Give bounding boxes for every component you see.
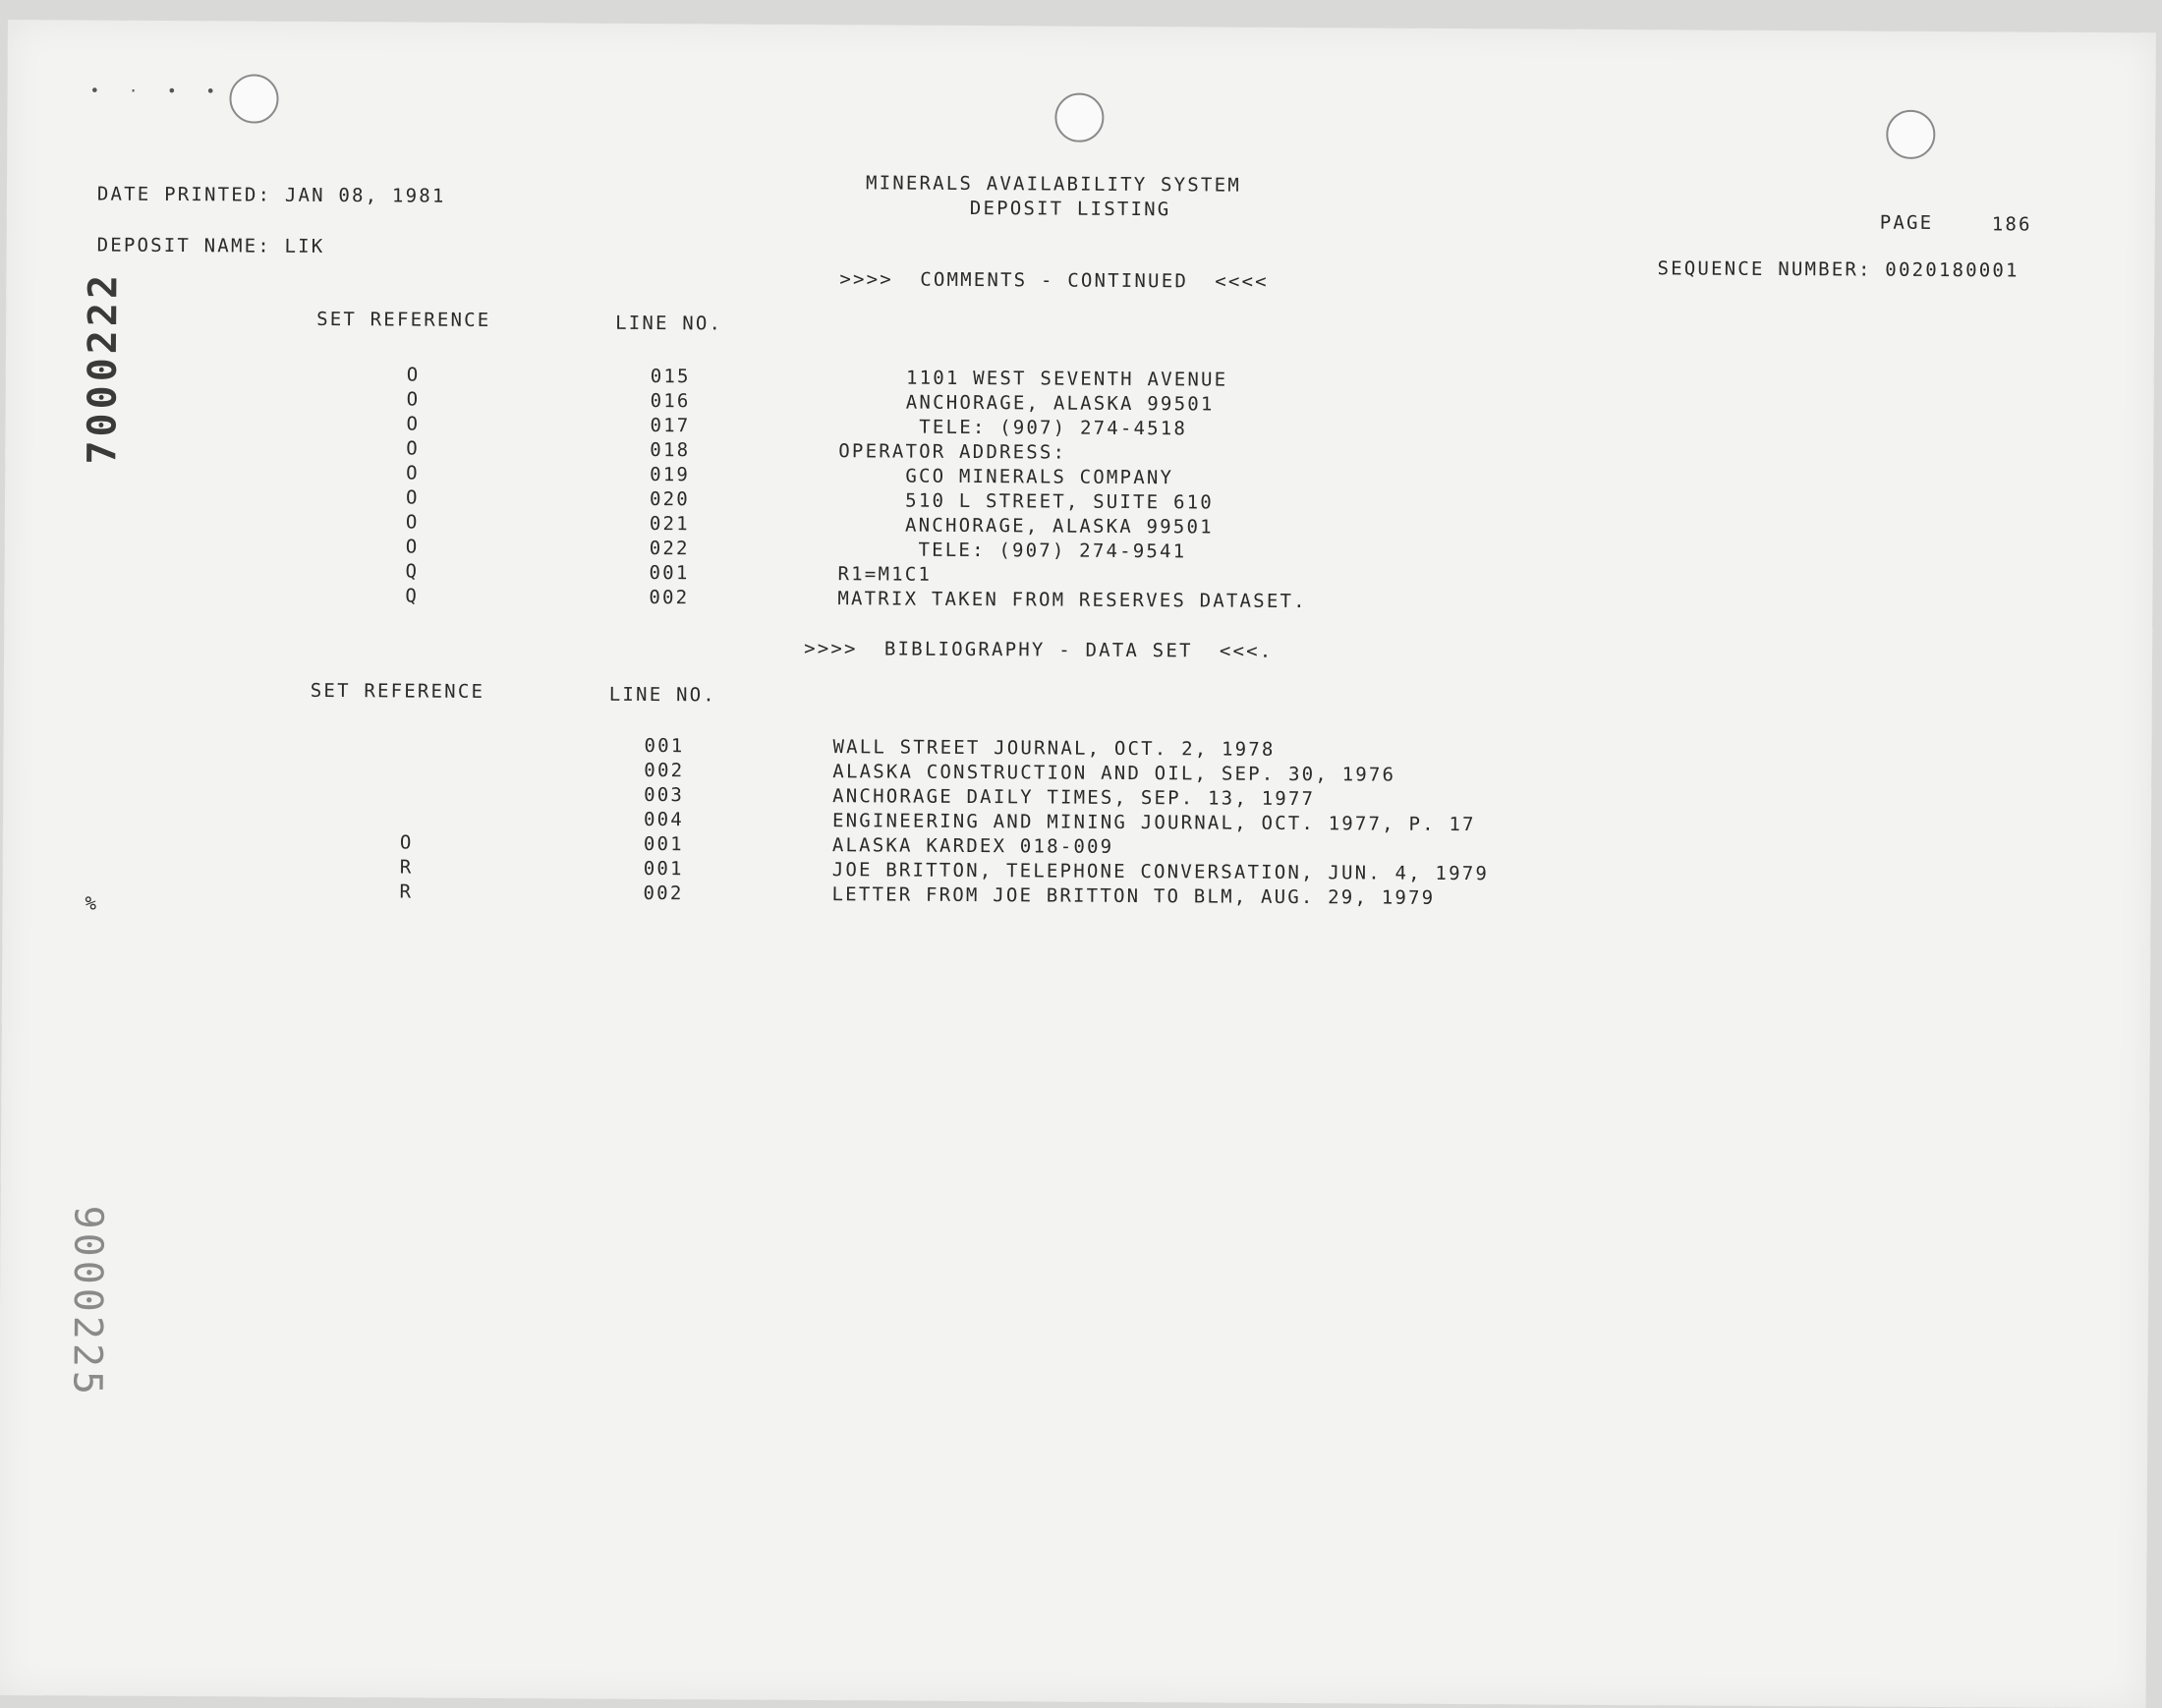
comment-text-cell: WALL STREET JOURNAL, OCT. 2, 1978	[832, 736, 1276, 761]
date-printed: DATE PRINTED: JAN 08, 1981	[96, 183, 446, 207]
line-number-cell: 021	[649, 512, 690, 536]
comments-heading: >>>> COMMENTS - CONTINUED <<<<	[839, 268, 1269, 293]
set-reference-cell: O	[406, 364, 421, 386]
line-number-cell: 019	[650, 463, 691, 486]
set-reference-cell: Q	[405, 560, 420, 583]
set-reference-cell: Q	[405, 585, 420, 607]
punch-hole-left	[229, 74, 278, 123]
bibliography-col-set-reference: SET REFERENCE	[310, 679, 485, 703]
set-reference-cell: O	[406, 462, 420, 484]
line-number-cell: 001	[643, 857, 684, 881]
comment-text-cell: LETTER FROM JOE BRITTON TO BLM, AUG. 29, 1979	[831, 883, 1436, 909]
comment-text-cell: ANCHORAGE, ALASKA 99501	[837, 514, 1214, 539]
line-number-cell: 015	[650, 366, 691, 388]
margin-dots: • · • •	[89, 81, 226, 101]
system-title: MINERALS AVAILABILITY SYSTEM	[865, 172, 1241, 197]
set-reference-cell: O	[405, 511, 420, 534]
comments-col-line-no: LINE NO.	[615, 312, 723, 335]
line-number-cell: 002	[644, 759, 685, 782]
comment-text-cell: JOE BRITTON, TELEPHONE CONVERSATION, JUN. 4, 1979	[831, 859, 1490, 885]
line-number-cell: 001	[644, 734, 685, 758]
page-label: PAGE	[1879, 211, 1934, 234]
comment-text-cell: ANCHORAGE, ALASKA 99501	[838, 391, 1215, 416]
line-number-cell: 002	[649, 586, 690, 609]
line-number-cell: 016	[650, 390, 691, 413]
set-reference-cell: O	[399, 831, 414, 854]
side-stamp-bottom: 9000225	[64, 1205, 111, 1399]
bibliography-col-line-no: LINE NO.	[608, 683, 717, 707]
comment-text-cell: 1101 WEST SEVENTH AVENUE	[838, 367, 1228, 391]
listing-subtitle: DEPOSIT LISTING	[969, 197, 1171, 221]
end-mark: %	[85, 892, 99, 915]
comment-text-cell: ENGINEERING AND MINING JOURNAL, OCT. 1977, P. 17	[831, 810, 1476, 836]
line-number-cell: 001	[643, 832, 684, 856]
line-number-cell: 003	[644, 783, 685, 807]
comment-text-cell: ALASKA KARDEX 018-009	[831, 834, 1114, 858]
set-reference-cell: O	[405, 486, 420, 509]
line-number-cell: 020	[649, 487, 691, 511]
comment-text-cell: OPERATOR ADDRESS:	[838, 440, 1067, 464]
bibliography-heading: >>>> BIBLIOGRAPHY - DATA SET <<<.	[804, 637, 1274, 662]
line-number-cell: 004	[643, 808, 685, 831]
punch-hole-center	[1054, 93, 1104, 142]
line-number-cell: 002	[643, 882, 684, 905]
comment-text-cell: TELE: (907) 274-4518	[838, 416, 1188, 440]
page-number: 186	[1991, 213, 2032, 236]
comment-text-cell: TELE: (907) 274-9541	[837, 539, 1187, 563]
comment-text-cell: ANCHORAGE DAILY TIMES, SEP. 13, 1977	[832, 785, 1316, 811]
set-reference-cell: O	[406, 388, 421, 411]
comment-text-cell: MATRIX TAKEN FROM RESERVES DATASET.	[837, 588, 1307, 613]
printout-sheet	[0, 20, 2156, 1708]
comment-text-cell: GCO MINERALS COMPANY	[838, 465, 1174, 489]
line-number-cell: 001	[649, 561, 690, 585]
line-number-cell: 017	[650, 414, 691, 437]
set-reference-cell: O	[405, 536, 420, 558]
set-reference-cell: O	[406, 437, 421, 460]
side-stamp-top: 7000222	[80, 270, 127, 465]
sequence-number: SEQUENCE NUMBER: 0020180001	[1657, 257, 2020, 282]
deposit-name: DEPOSIT NAME: LIK	[96, 234, 325, 257]
punch-hole-right	[1886, 110, 1935, 159]
set-reference-cell: O	[406, 413, 421, 435]
comments-col-set-reference: SET REFERENCE	[316, 308, 491, 332]
comment-text-cell: R1=M1C1	[837, 563, 933, 586]
comment-text-cell: ALASKA CONSTRUCTION AND OIL, SEP. 30, 1976	[832, 761, 1396, 786]
line-number-cell: 022	[649, 537, 690, 560]
comment-text-cell: 510 L STREET, SUITE 610	[837, 489, 1214, 514]
set-reference-cell: R	[399, 881, 414, 903]
line-number-cell: 018	[650, 438, 691, 462]
set-reference-cell: R	[399, 856, 414, 879]
